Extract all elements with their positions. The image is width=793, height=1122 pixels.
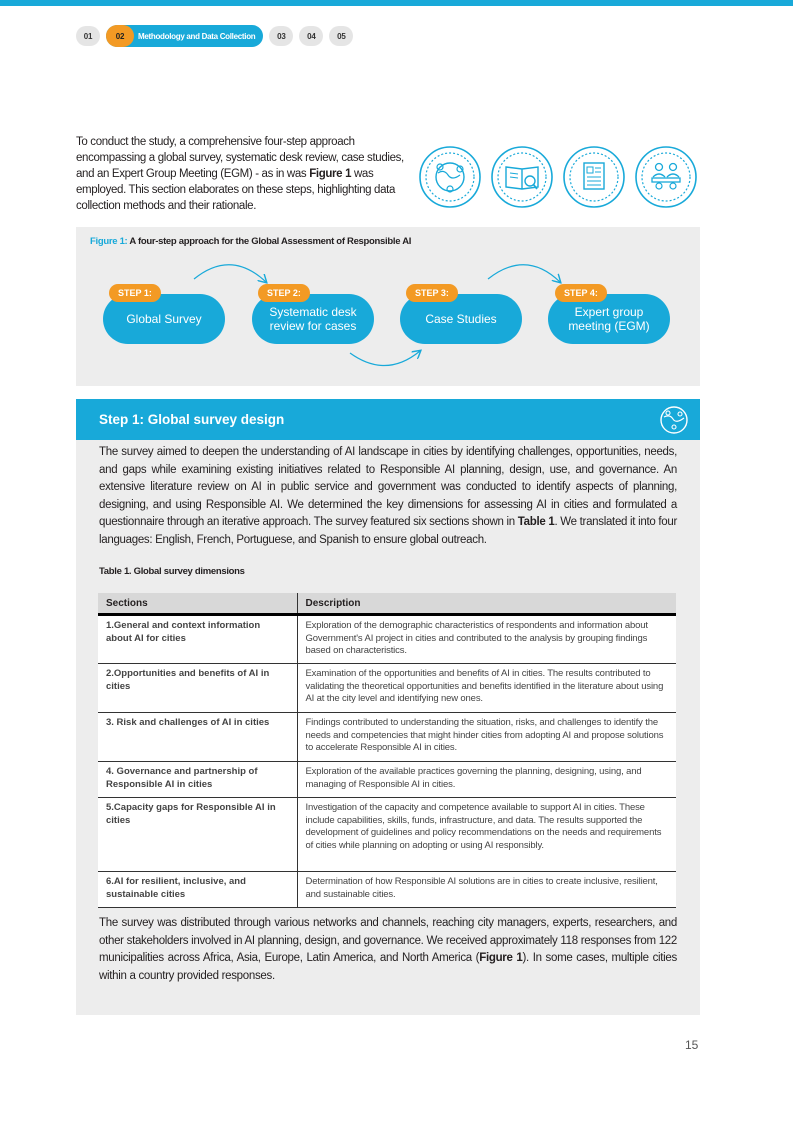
para1-text-a: The survey aimed to deepen the understanding of AI landscape in cities by identifying challenges, opportunities, needs, and gaps while examining existing initiatives related to Responsible AI planning, design, use, and governance. An extensive literature review on AI in public service and government was conducted to identify aspects of planning, designing, and using Responsible AI. We determined the key dimensions for assessing AI in cities and formulated a questionnaire through an iterative approach. The survey featured six sections shown in — [99, 446, 677, 528]
table-row — [98, 798, 676, 872]
table-cell-section: 4. Governance and partnership of Responsible AI in cities — [98, 762, 297, 798]
table-cell-section: 5.Capacity gaps for Responsible AI in cities — [98, 798, 297, 872]
chapter-tab-02-active[interactable] — [106, 25, 263, 47]
chapter-tab-05[interactable]: 05 — [329, 26, 353, 46]
step-3-tag: STEP 3: — [406, 284, 458, 302]
intro-figure-ref[interactable]: Figure 1 — [309, 168, 352, 180]
document-icon — [562, 145, 626, 209]
chapter-tab-01[interactable]: 01 — [76, 26, 100, 46]
page-number: 15 — [685, 1038, 699, 1052]
table-header-sections: Sections — [98, 593, 297, 615]
table-row — [98, 872, 676, 908]
survey-dimensions-table — [98, 593, 676, 908]
chapter-tab-label: Methodology and Data Collection — [138, 31, 256, 41]
survey-paragraph-2 — [99, 915, 677, 985]
table-cell-description: Investigation of the capacity and competence available to support AI in cities. These include capabilities, skills, funds, infrastructure, and data. The results supported the development of guidelines and policy recommendations on the needs and requirements of cities while planning on adopting or using AI responsibly. — [297, 798, 676, 872]
step-1-section — [76, 399, 700, 1015]
chapter-nav — [76, 25, 359, 47]
para2-figure-ref[interactable]: Figure 1 — [479, 952, 523, 964]
section-header — [76, 399, 700, 440]
table-header-description: Description — [297, 593, 676, 615]
table-row — [98, 615, 676, 664]
figure-caption-text: A four-step approach for the Global Assessment of Responsible AI — [127, 236, 412, 247]
step-4-box: Expert group meeting (EGM) — [548, 294, 670, 344]
figure-label: Figure 1: — [90, 236, 128, 247]
table-cell-section: 6.AI for resilient, inclusive, and sustainable cities — [98, 872, 297, 908]
para2-text-b: ). In some cases, multiple cities within a country provided responses. — [99, 952, 677, 982]
para1-text-b: . We translated it into four languages: English, French, Portuguese, and Spanish to ensure global outreach. — [99, 516, 677, 546]
globe-people-icon — [658, 404, 690, 436]
intro-text-a: To conduct the study, a comprehensive four-step approach encompassing a global survey, systematic desk review, case studies, and an Expert Group Meeting (EGM) - as in was — [76, 136, 404, 180]
arrow-2-3 — [350, 351, 420, 366]
table-cell-section: 2.Opportunities and benefits of AI in cities — [98, 664, 297, 713]
group-meeting-icon — [634, 145, 698, 209]
table-cell-description: Determination of how Responsible AI solutions are in cities to create inclusive, resilient, and sustainable cities. — [297, 872, 676, 908]
figure-1-panel — [76, 227, 700, 386]
table-caption: Table 1. Global survey dimensions — [99, 566, 245, 577]
table-cell-section: 1.General and context information about AI for cities — [98, 615, 297, 664]
table-row — [98, 762, 676, 798]
intro-paragraph — [76, 134, 411, 214]
intro-text-b: was employed. This section elaborates on these steps, highlighting data collection methods and their rationale. — [76, 168, 396, 212]
table-row — [98, 713, 676, 762]
table-cell-description: Findings contributed to understanding the situation, risks, and challenges to identify the needs and competencies that might hinder cities from adopting AI and propose solutions to accelerate Responsible AI in cities. — [297, 713, 676, 762]
step-2-tag: STEP 2: — [258, 284, 310, 302]
globe-people-icon — [418, 145, 482, 209]
table-cell-description: Examination of the opportunities and benefits of AI in cities. The results contributed to validating the theoretical opportunities and benefits identified in the literature about using AI at the city level and identifying new ones. — [297, 664, 676, 713]
step-3-box: Case Studies — [400, 294, 522, 344]
arrow-3-4 — [488, 265, 560, 282]
chapter-tab-number: 02 — [106, 25, 134, 47]
step-2-box: Systematic desk review for cases — [252, 294, 374, 344]
step-4-tag: STEP 4: — [555, 284, 607, 302]
table-header-row — [98, 593, 676, 615]
survey-paragraph-1 — [99, 444, 677, 549]
arrow-1-2 — [194, 265, 266, 282]
table-cell-description: Exploration of the demographic characteristics of respondents and information about Government's AI project in cities and contributed to the analysis by grouping findings based on characteristics. — [297, 615, 676, 664]
top-accent-bar — [0, 0, 793, 6]
para2-text-a: The survey was distributed through various networks and channels, reaching city managers, experts, researchers, and other stakeholders involved in AI planning, design, and governance. We received approximately 118 responses from 122 municipalities across Africa, Asia, Europe, Latin America, and North America ( — [99, 917, 677, 964]
chapter-tab-03[interactable]: 03 — [269, 26, 293, 46]
book-search-icon — [490, 145, 554, 209]
table-cell-description: Exploration of the available practices governing the planning, designing, using, and managing of Responsible AI in cities. — [297, 762, 676, 798]
chapter-tab-04[interactable]: 04 — [299, 26, 323, 46]
table-row — [98, 664, 676, 713]
step-icons-row — [418, 145, 698, 209]
para1-table-ref[interactable]: Table 1 — [517, 516, 555, 528]
step-1-box: Global Survey — [103, 294, 225, 344]
step-1-tag: STEP 1: — [109, 284, 161, 302]
table-cell-section: 3. Risk and challenges of AI in cities — [98, 713, 297, 762]
section-title: Step 1: Global survey design — [99, 412, 285, 427]
